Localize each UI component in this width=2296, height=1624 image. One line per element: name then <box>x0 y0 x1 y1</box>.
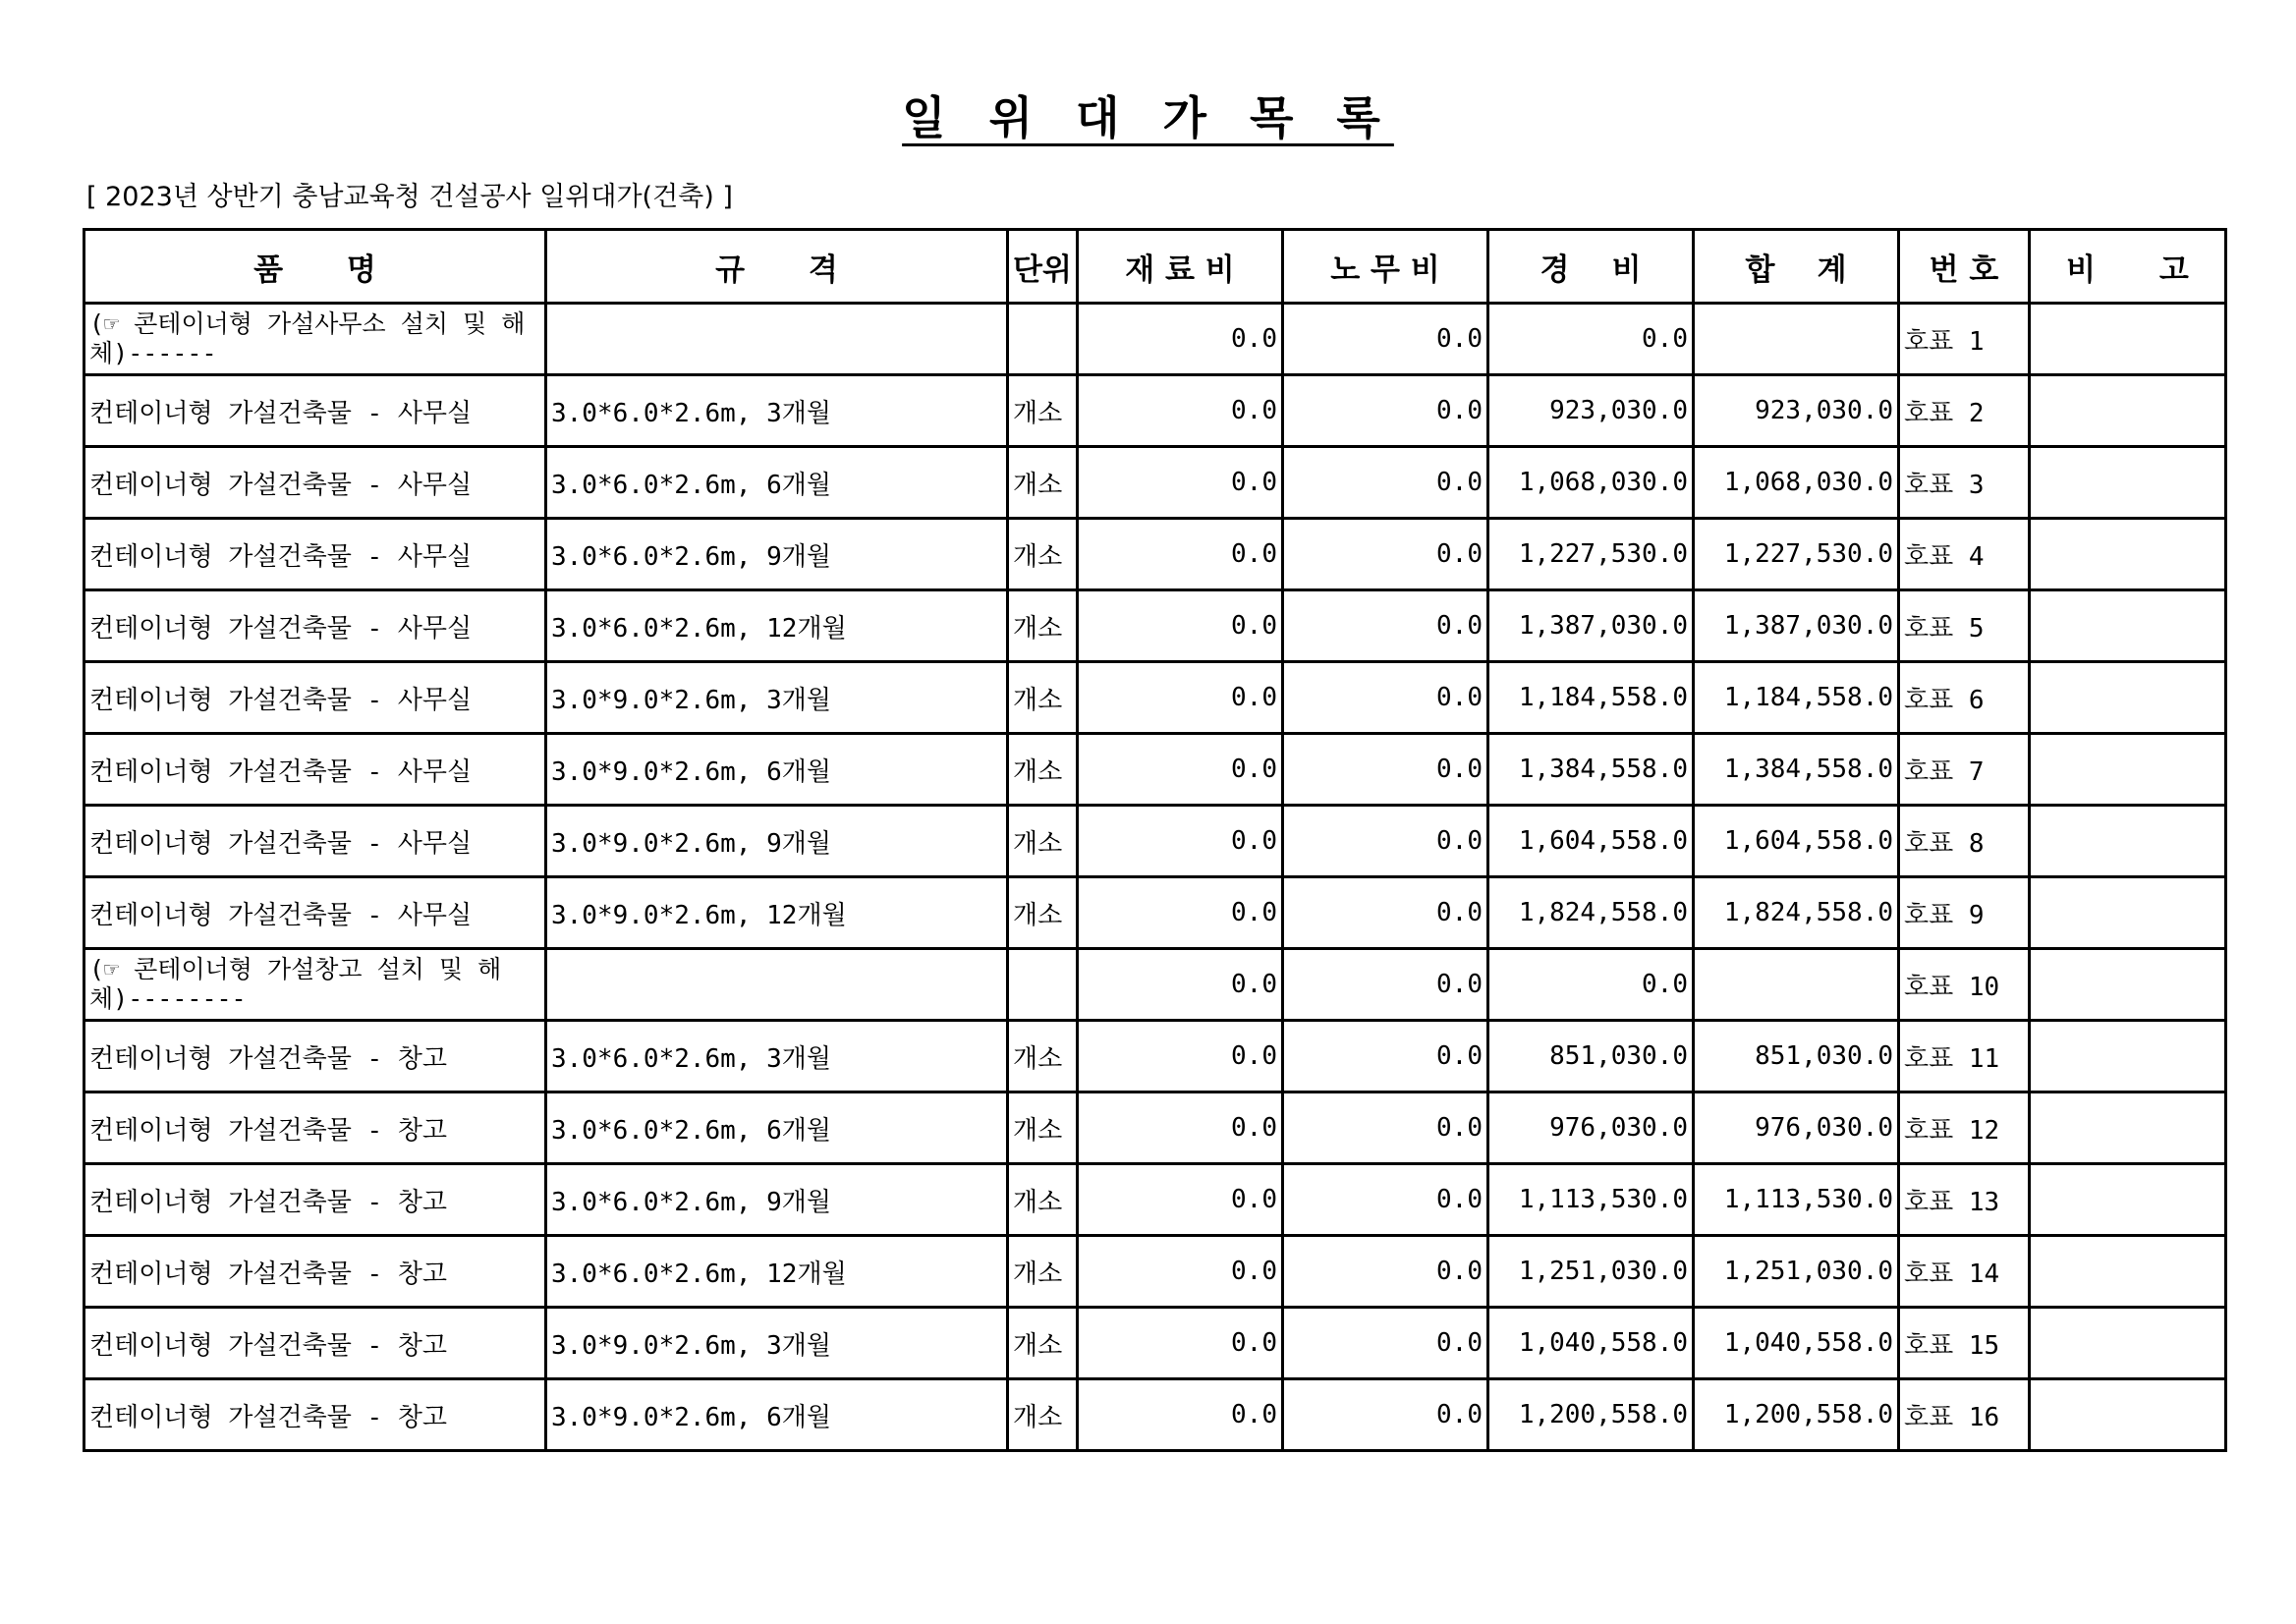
table-row <box>84 447 2226 519</box>
cell-spec: 3.0*9.0*2.6m, 6개월 <box>546 734 1008 806</box>
table-row <box>84 806 2226 877</box>
cell-total: 1,384,558.0 <box>1694 734 1899 806</box>
cell-number: 호표 7 <box>1899 734 2030 806</box>
cell-unit <box>1008 304 1078 375</box>
table-row <box>84 519 2226 590</box>
table-row <box>84 1164 2226 1236</box>
cell-expense: 851,030.0 <box>1488 1021 1694 1092</box>
cell-name: 컨테이너형 가설건축물 - 사무실 <box>84 590 546 662</box>
cell-remark <box>2030 1092 2226 1164</box>
cell-spec: 3.0*9.0*2.6m, 12개월 <box>546 877 1008 949</box>
cell-labor: 0.0 <box>1283 806 1488 877</box>
cell-remark <box>2030 1308 2226 1379</box>
cell-number: 호표 12 <box>1899 1092 2030 1164</box>
cell-unit: 개소 <box>1008 519 1078 590</box>
cell-unit: 개소 <box>1008 1236 1078 1308</box>
table-row <box>84 1021 2226 1092</box>
cell-labor: 0.0 <box>1283 375 1488 447</box>
header-material: 재 료 비 <box>1078 230 1283 304</box>
table-row <box>84 1236 2226 1308</box>
cell-number: 호표 11 <box>1899 1021 2030 1092</box>
cell-labor: 0.0 <box>1283 662 1488 734</box>
cell-number: 호표 15 <box>1899 1308 2030 1379</box>
cell-material: 0.0 <box>1078 590 1283 662</box>
cell-remark <box>2030 877 2226 949</box>
cell-total: 1,200,558.0 <box>1694 1379 1899 1451</box>
cell-name: (☞ 콘테이너형 가설창고 설치 및 해체)-------- <box>84 949 546 1021</box>
cell-name: 컨테이너형 가설건축물 - 사무실 <box>84 662 546 734</box>
cell-spec: 3.0*6.0*2.6m, 9개월 <box>546 1164 1008 1236</box>
header-labor: 노 무 비 <box>1283 230 1488 304</box>
cell-remark <box>2030 519 2226 590</box>
cell-total <box>1694 949 1899 1021</box>
cell-expense: 1,387,030.0 <box>1488 590 1694 662</box>
table-row <box>84 877 2226 949</box>
cell-name: 컨테이너형 가설건축물 - 창고 <box>84 1236 546 1308</box>
cell-remark <box>2030 1021 2226 1092</box>
cell-material: 0.0 <box>1078 1308 1283 1379</box>
cell-expense: 1,184,558.0 <box>1488 662 1694 734</box>
cell-remark <box>2030 304 2226 375</box>
cell-total: 1,040,558.0 <box>1694 1308 1899 1379</box>
cell-number: 호표 14 <box>1899 1236 2030 1308</box>
cell-spec: 3.0*6.0*2.6m, 12개월 <box>546 1236 1008 1308</box>
page-title: 일 위 대 가 목 록 <box>902 91 1394 144</box>
table-row <box>84 949 2226 1021</box>
cell-labor: 0.0 <box>1283 1379 1488 1451</box>
cell-spec: 3.0*6.0*2.6m, 9개월 <box>546 519 1008 590</box>
cell-number: 호표 8 <box>1899 806 2030 877</box>
cell-total: 1,387,030.0 <box>1694 590 1899 662</box>
cell-unit: 개소 <box>1008 806 1078 877</box>
cell-name: 컨테이너형 가설건축물 - 사무실 <box>84 375 546 447</box>
cell-spec: 3.0*9.0*2.6m, 3개월 <box>546 662 1008 734</box>
cell-spec <box>546 304 1008 375</box>
cell-labor: 0.0 <box>1283 1308 1488 1379</box>
cell-material: 0.0 <box>1078 447 1283 519</box>
cell-total: 923,030.0 <box>1694 375 1899 447</box>
table-row <box>84 1092 2226 1164</box>
cell-number: 호표 6 <box>1899 662 2030 734</box>
header-remark: 비 고 <box>2030 230 2226 304</box>
table-row <box>84 1308 2226 1379</box>
table-row <box>84 662 2226 734</box>
table-row <box>84 304 2226 375</box>
cell-spec <box>546 949 1008 1021</box>
table-body <box>84 304 2226 1451</box>
cell-remark <box>2030 949 2226 1021</box>
cell-material: 0.0 <box>1078 1092 1283 1164</box>
cell-name: (☞ 콘테이너형 가설사무소 설치 및 해체)------ <box>84 304 546 375</box>
cell-unit: 개소 <box>1008 1092 1078 1164</box>
cell-remark <box>2030 734 2226 806</box>
cell-unit: 개소 <box>1008 1021 1078 1092</box>
cell-remark <box>2030 375 2226 447</box>
cell-total: 1,251,030.0 <box>1694 1236 1899 1308</box>
cell-unit: 개소 <box>1008 590 1078 662</box>
cell-labor: 0.0 <box>1283 949 1488 1021</box>
cell-total: 1,604,558.0 <box>1694 806 1899 877</box>
cell-number: 호표 3 <box>1899 447 2030 519</box>
cell-name: 컨테이너형 가설건축물 - 창고 <box>84 1021 546 1092</box>
cell-unit <box>1008 949 1078 1021</box>
table-row <box>84 590 2226 662</box>
cell-number: 호표 9 <box>1899 877 2030 949</box>
cell-labor: 0.0 <box>1283 1092 1488 1164</box>
cell-name: 컨테이너형 가설건축물 - 창고 <box>84 1308 546 1379</box>
cell-spec: 3.0*9.0*2.6m, 9개월 <box>546 806 1008 877</box>
cell-name: 컨테이너형 가설건축물 - 사무실 <box>84 447 546 519</box>
cell-spec: 3.0*9.0*2.6m, 3개월 <box>546 1308 1008 1379</box>
cell-expense: 1,040,558.0 <box>1488 1308 1694 1379</box>
header-number: 번 호 <box>1899 230 2030 304</box>
cell-total: 1,113,530.0 <box>1694 1164 1899 1236</box>
cell-material: 0.0 <box>1078 375 1283 447</box>
cell-labor: 0.0 <box>1283 304 1488 375</box>
cell-expense: 1,200,558.0 <box>1488 1379 1694 1451</box>
cell-spec: 3.0*9.0*2.6m, 6개월 <box>546 1379 1008 1451</box>
header-name: 품 명 <box>84 230 546 304</box>
cell-number: 호표 4 <box>1899 519 2030 590</box>
cell-name: 컨테이너형 가설건축물 - 사무실 <box>84 877 546 949</box>
cell-material: 0.0 <box>1078 806 1283 877</box>
cell-unit: 개소 <box>1008 734 1078 806</box>
cell-labor: 0.0 <box>1283 1236 1488 1308</box>
cell-name: 컨테이너형 가설건축물 - 창고 <box>84 1092 546 1164</box>
cell-unit: 개소 <box>1008 877 1078 949</box>
cell-unit: 개소 <box>1008 1308 1078 1379</box>
table-row <box>84 375 2226 447</box>
cell-unit: 개소 <box>1008 375 1078 447</box>
cell-spec: 3.0*6.0*2.6m, 6개월 <box>546 447 1008 519</box>
header-spec: 규 격 <box>546 230 1008 304</box>
cell-number: 호표 2 <box>1899 375 2030 447</box>
cell-number: 호표 16 <box>1899 1379 2030 1451</box>
cell-spec: 3.0*6.0*2.6m, 3개월 <box>546 375 1008 447</box>
cell-labor: 0.0 <box>1283 734 1488 806</box>
cell-expense: 976,030.0 <box>1488 1092 1694 1164</box>
cell-material: 0.0 <box>1078 949 1283 1021</box>
cell-number: 호표 1 <box>1899 304 2030 375</box>
cell-remark <box>2030 447 2226 519</box>
cell-material: 0.0 <box>1078 734 1283 806</box>
cell-total <box>1694 304 1899 375</box>
cell-labor: 0.0 <box>1283 1164 1488 1236</box>
cell-expense: 0.0 <box>1488 949 1694 1021</box>
cell-labor: 0.0 <box>1283 1021 1488 1092</box>
header-unit: 단위 <box>1008 230 1078 304</box>
cell-total: 1,068,030.0 <box>1694 447 1899 519</box>
cell-expense: 0.0 <box>1488 304 1694 375</box>
cell-labor: 0.0 <box>1283 447 1488 519</box>
cell-name: 컨테이너형 가설건축물 - 창고 <box>84 1379 546 1451</box>
cell-material: 0.0 <box>1078 1164 1283 1236</box>
cell-unit: 개소 <box>1008 447 1078 519</box>
cell-material: 0.0 <box>1078 304 1283 375</box>
cell-total: 851,030.0 <box>1694 1021 1899 1092</box>
cell-remark <box>2030 806 2226 877</box>
cell-name: 컨테이너형 가설건축물 - 창고 <box>84 1164 546 1236</box>
cell-expense: 1,227,530.0 <box>1488 519 1694 590</box>
cell-remark <box>2030 1236 2226 1308</box>
cell-unit: 개소 <box>1008 1164 1078 1236</box>
table-header-row <box>84 230 2226 304</box>
cell-labor: 0.0 <box>1283 877 1488 949</box>
cell-expense: 1,251,030.0 <box>1488 1236 1694 1308</box>
cell-name: 컨테이너형 가설건축물 - 사무실 <box>84 734 546 806</box>
header-total: 합 계 <box>1694 230 1899 304</box>
cell-expense: 1,113,530.0 <box>1488 1164 1694 1236</box>
cell-remark <box>2030 662 2226 734</box>
cell-expense: 1,068,030.0 <box>1488 447 1694 519</box>
cell-name: 컨테이너형 가설건축물 - 사무실 <box>84 519 546 590</box>
cell-spec: 3.0*6.0*2.6m, 6개월 <box>546 1092 1008 1164</box>
cell-remark <box>2030 590 2226 662</box>
cell-material: 0.0 <box>1078 1021 1283 1092</box>
cell-labor: 0.0 <box>1283 590 1488 662</box>
cell-number: 호표 10 <box>1899 949 2030 1021</box>
cell-material: 0.0 <box>1078 1379 1283 1451</box>
table-row <box>84 734 2226 806</box>
table-row <box>84 1379 2226 1451</box>
cell-material: 0.0 <box>1078 519 1283 590</box>
cell-labor: 0.0 <box>1283 519 1488 590</box>
header-expense: 경 비 <box>1488 230 1694 304</box>
cell-material: 0.0 <box>1078 1236 1283 1308</box>
unit-price-table <box>83 228 2227 1452</box>
cell-number: 호표 13 <box>1899 1164 2030 1236</box>
cell-spec: 3.0*6.0*2.6m, 3개월 <box>546 1021 1008 1092</box>
cell-expense: 1,824,558.0 <box>1488 877 1694 949</box>
cell-unit: 개소 <box>1008 1379 1078 1451</box>
cell-number: 호표 5 <box>1899 590 2030 662</box>
cell-total: 1,184,558.0 <box>1694 662 1899 734</box>
document-subtitle: [ 2023년 상반기 충남교육청 건설공사 일위대가(건축) ] <box>86 182 733 212</box>
cell-spec: 3.0*6.0*2.6m, 12개월 <box>546 590 1008 662</box>
cell-material: 0.0 <box>1078 662 1283 734</box>
cell-unit: 개소 <box>1008 662 1078 734</box>
cell-total: 976,030.0 <box>1694 1092 1899 1164</box>
cell-total: 1,227,530.0 <box>1694 519 1899 590</box>
cell-material: 0.0 <box>1078 877 1283 949</box>
cell-total: 1,824,558.0 <box>1694 877 1899 949</box>
cell-expense: 1,604,558.0 <box>1488 806 1694 877</box>
cell-remark <box>2030 1379 2226 1451</box>
cell-expense: 923,030.0 <box>1488 375 1694 447</box>
cell-expense: 1,384,558.0 <box>1488 734 1694 806</box>
cell-name: 컨테이너형 가설건축물 - 사무실 <box>84 806 546 877</box>
cell-remark <box>2030 1164 2226 1236</box>
